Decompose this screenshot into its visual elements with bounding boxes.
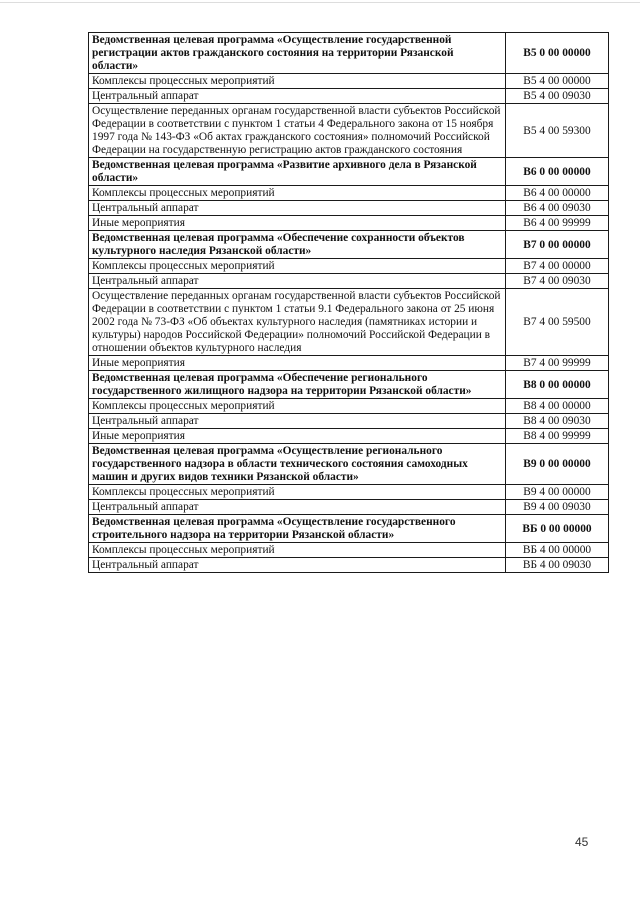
code-cell: В7 0 00 00000 xyxy=(506,231,609,259)
code-cell: В8 4 00 99999 xyxy=(506,429,609,444)
code-cell: В8 0 00 00000 xyxy=(506,371,609,399)
code-cell: В5 4 00 09030 xyxy=(506,89,609,104)
code-cell: В7 4 00 59500 xyxy=(506,289,609,356)
code-cell: В9 4 00 09030 xyxy=(506,500,609,515)
item-name-cell: Комплексы процессных мероприятий xyxy=(89,399,506,414)
program-name-cell: Ведомственная целевая программа «Осуществление государственной регистрации актов гражданского состояния на территории Рязанской области» xyxy=(89,33,506,74)
code-cell: ВБ 4 00 09030 xyxy=(506,558,609,573)
table-row xyxy=(89,216,609,231)
table-body xyxy=(89,33,609,573)
item-name-cell: Центральный аппарат xyxy=(89,201,506,216)
program-name-cell: Ведомственная целевая программа «Осуществление государственного строительного надзора на территории Рязанской области» xyxy=(89,515,506,543)
table-row xyxy=(89,289,609,356)
item-name-cell: Центральный аппарат xyxy=(89,500,506,515)
item-name-cell: Центральный аппарат xyxy=(89,274,506,289)
code-cell: В6 4 00 09030 xyxy=(506,201,609,216)
program-row xyxy=(89,158,609,186)
item-name-cell: Осуществление переданных органам государственной власти субъектов Российской Федерации в соответствии с пунктом 1 статьи 9.1 Федерального закона от 25 июня 2002 года № 73-ФЗ «Об объектах культурного наследия (памятниках истории и культуры) народов Российской Федерации» полномочий Российской Федерации в отношении объектов культурного наследия xyxy=(89,289,506,356)
page-number: 45 xyxy=(575,835,589,849)
code-cell: В7 4 00 09030 xyxy=(506,274,609,289)
item-name-cell: Комплексы процессных мероприятий xyxy=(89,543,506,558)
table-row xyxy=(89,186,609,201)
code-cell: В8 4 00 00000 xyxy=(506,399,609,414)
code-cell: В5 4 00 59300 xyxy=(506,104,609,158)
code-cell: В9 0 00 00000 xyxy=(506,444,609,485)
item-name-cell: Центральный аппарат xyxy=(89,89,506,104)
table-row xyxy=(89,414,609,429)
budget-classification-table xyxy=(88,32,609,573)
table-row xyxy=(89,543,609,558)
item-name-cell: Комплексы процессных мероприятий xyxy=(89,485,506,500)
program-row xyxy=(89,231,609,259)
code-cell: В8 4 00 09030 xyxy=(506,414,609,429)
code-cell: В6 4 00 99999 xyxy=(506,216,609,231)
program-row xyxy=(89,33,609,74)
code-cell: В5 0 00 00000 xyxy=(506,33,609,74)
item-name-cell: Центральный аппарат xyxy=(89,414,506,429)
item-name-cell: Комплексы процессных мероприятий xyxy=(89,259,506,274)
table-row xyxy=(89,104,609,158)
code-cell: ВБ 0 00 00000 xyxy=(506,515,609,543)
item-name-cell: Иные мероприятия xyxy=(89,216,506,231)
code-cell: В6 4 00 00000 xyxy=(506,186,609,201)
table-row xyxy=(89,500,609,515)
code-cell: ВБ 4 00 00000 xyxy=(506,543,609,558)
item-name-cell: Иные мероприятия xyxy=(89,429,506,444)
code-cell: В9 4 00 00000 xyxy=(506,485,609,500)
code-cell: В5 4 00 00000 xyxy=(506,74,609,89)
program-name-cell: Ведомственная целевая программа «Обеспечение сохранности объектов культурного наследия Рязанской области» xyxy=(89,231,506,259)
table-row xyxy=(89,259,609,274)
table-row xyxy=(89,485,609,500)
item-name-cell: Центральный аппарат xyxy=(89,558,506,573)
code-cell: В7 4 00 99999 xyxy=(506,356,609,371)
program-name-cell: Ведомственная целевая программа «Обеспечение регионального государственного жилищного надзора на территории Рязанской области» xyxy=(89,371,506,399)
table-row xyxy=(89,201,609,216)
program-row xyxy=(89,444,609,485)
table-row xyxy=(89,89,609,104)
program-row xyxy=(89,515,609,543)
program-name-cell: Ведомственная целевая программа «Осуществление регионального государственного надзора в области технического состояния самоходных машин и других видов техники Рязанской области» xyxy=(89,444,506,485)
table-row xyxy=(89,399,609,414)
table-row xyxy=(89,74,609,89)
program-name-cell: Ведомственная целевая программа «Развитие архивного дела в Рязанской области» xyxy=(89,158,506,186)
table-row xyxy=(89,429,609,444)
code-cell: В7 4 00 00000 xyxy=(506,259,609,274)
scan-edge-line xyxy=(0,2,640,3)
code-cell: В6 0 00 00000 xyxy=(506,158,609,186)
item-name-cell: Иные мероприятия xyxy=(89,356,506,371)
table-row xyxy=(89,356,609,371)
item-name-cell: Осуществление переданных органам государственной власти субъектов Российской Федерации в соответствии с пунктом 1 статьи 4 Федерального закона от 15 ноября 1997 года № 143-ФЗ «Об актах гражданского состояния» полномочий Российской Федерации на государственную регистрацию актов гражданского состояния xyxy=(89,104,506,158)
table-row xyxy=(89,558,609,573)
item-name-cell: Комплексы процессных мероприятий xyxy=(89,74,506,89)
item-name-cell: Комплексы процессных мероприятий xyxy=(89,186,506,201)
table-row xyxy=(89,274,609,289)
program-row xyxy=(89,371,609,399)
